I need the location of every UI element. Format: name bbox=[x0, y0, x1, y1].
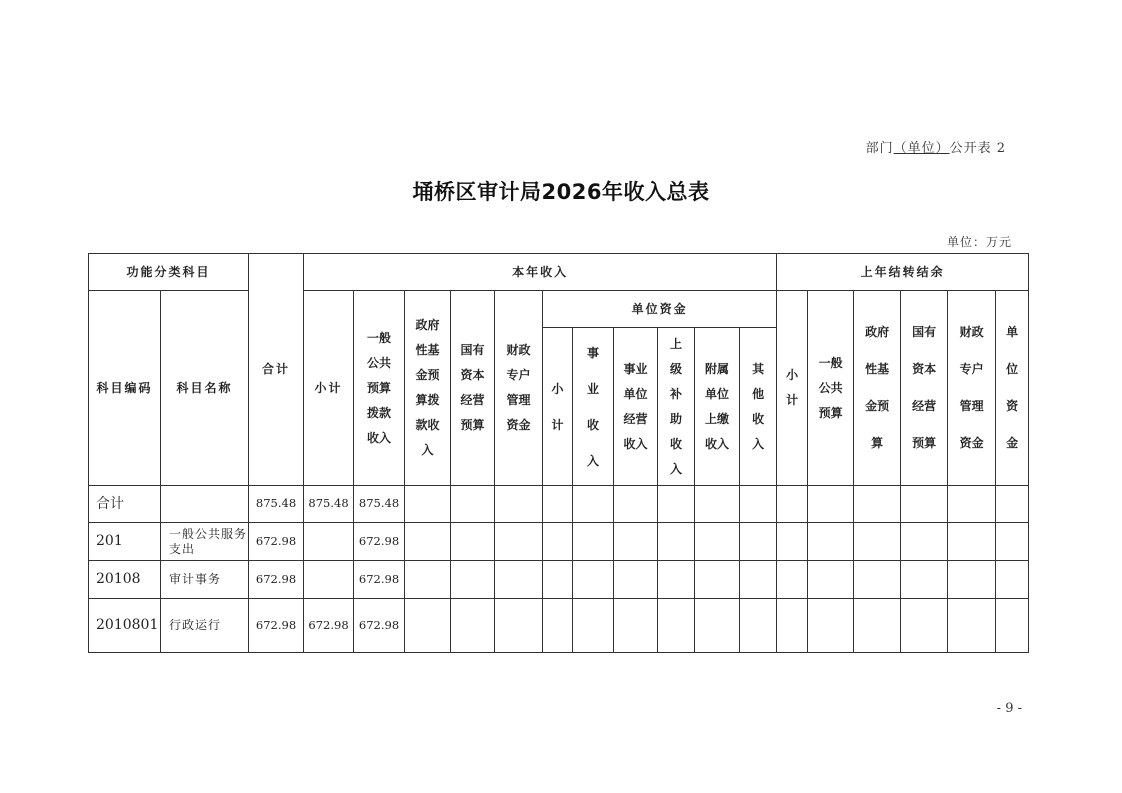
table-row bbox=[89, 561, 1029, 599]
header-ly-general: 一般公共预算 bbox=[808, 291, 854, 486]
header-uf-affiliated: 附属单位上缴收入 bbox=[695, 328, 740, 486]
header-uf-business: 事业单位经营收入 bbox=[614, 328, 658, 486]
row-general: 672.98 bbox=[354, 599, 405, 653]
row-general: 672.98 bbox=[354, 523, 405, 561]
row-name: 一般公共服务支出 bbox=[161, 523, 249, 561]
row-general: 875.48 bbox=[354, 486, 405, 523]
form-number-suffix: 公开表 2 bbox=[949, 141, 1006, 156]
unit-label: 单位：万元 bbox=[946, 235, 1012, 249]
page-title: 埇桥区审计局2026年收入总表 bbox=[412, 180, 710, 204]
header-last-year: 上年结转结余 bbox=[777, 254, 1029, 291]
row-code: 20108 bbox=[89, 561, 161, 599]
row-subtotal: 672.98 bbox=[304, 599, 354, 653]
form-number-prefix: 部门 bbox=[865, 141, 894, 156]
header-ty-state-capital: 国有资本经营预算 bbox=[451, 291, 495, 486]
header-func-class: 功能分类科目 bbox=[89, 254, 249, 291]
header-ty-gov-fund: 政府性基金预算拨款收入 bbox=[405, 291, 451, 486]
header-name: 科目名称 bbox=[161, 291, 249, 486]
table-row bbox=[89, 599, 1029, 653]
row-total: 672.98 bbox=[249, 523, 304, 561]
table-row bbox=[89, 486, 1029, 523]
row-code: 2010801 bbox=[89, 599, 161, 653]
header-ly-fiscal-special: 财政专户管理资金 bbox=[948, 291, 996, 486]
row-subtotal bbox=[304, 561, 354, 599]
row-total: 672.98 bbox=[249, 599, 304, 653]
header-ty-general: 一般公共预算拨款收入 bbox=[354, 291, 405, 486]
header-uf-subtotal: 小计 bbox=[543, 328, 573, 486]
header-ly-subtotal: 小计 bbox=[777, 291, 808, 486]
header-ty-subtotal: 小计 bbox=[304, 291, 354, 486]
income-summary-table bbox=[88, 253, 1029, 653]
row-name: 行政运行 bbox=[161, 599, 249, 653]
header-ly-unit-funds: 单位资金 bbox=[996, 291, 1029, 486]
form-number-unit: （单位） bbox=[893, 141, 950, 156]
header-uf-other: 其他收入 bbox=[740, 328, 777, 486]
header-ly-state-capital: 国有资本经营预算 bbox=[901, 291, 948, 486]
header-ty-fiscal-special: 财政专户管理资金 bbox=[495, 291, 543, 486]
header-total: 合计 bbox=[249, 254, 304, 486]
row-total: 672.98 bbox=[249, 561, 304, 599]
row-total: 875.48 bbox=[249, 486, 304, 523]
row-subtotal bbox=[304, 523, 354, 561]
table-row bbox=[89, 523, 1029, 561]
row-name: 审计事务 bbox=[161, 561, 249, 599]
row-code: 201 bbox=[89, 523, 161, 561]
header-uf-superior: 上级补助收入 bbox=[658, 328, 695, 486]
row-subtotal: 875.48 bbox=[304, 486, 354, 523]
header-unit-funds: 单位资金 bbox=[543, 291, 777, 328]
header-uf-career: 事业收入 bbox=[573, 328, 614, 486]
row-general: 672.98 bbox=[354, 561, 405, 599]
header-ly-gov-fund: 政府性基金预算 bbox=[854, 291, 901, 486]
page-number: - 9 - bbox=[996, 701, 1022, 716]
header-this-year: 本年收入 bbox=[304, 254, 777, 291]
row-code: 合计 bbox=[89, 486, 161, 523]
row-name bbox=[161, 486, 249, 523]
form-number bbox=[866, 137, 1006, 156]
header-code: 科目编码 bbox=[89, 291, 161, 486]
